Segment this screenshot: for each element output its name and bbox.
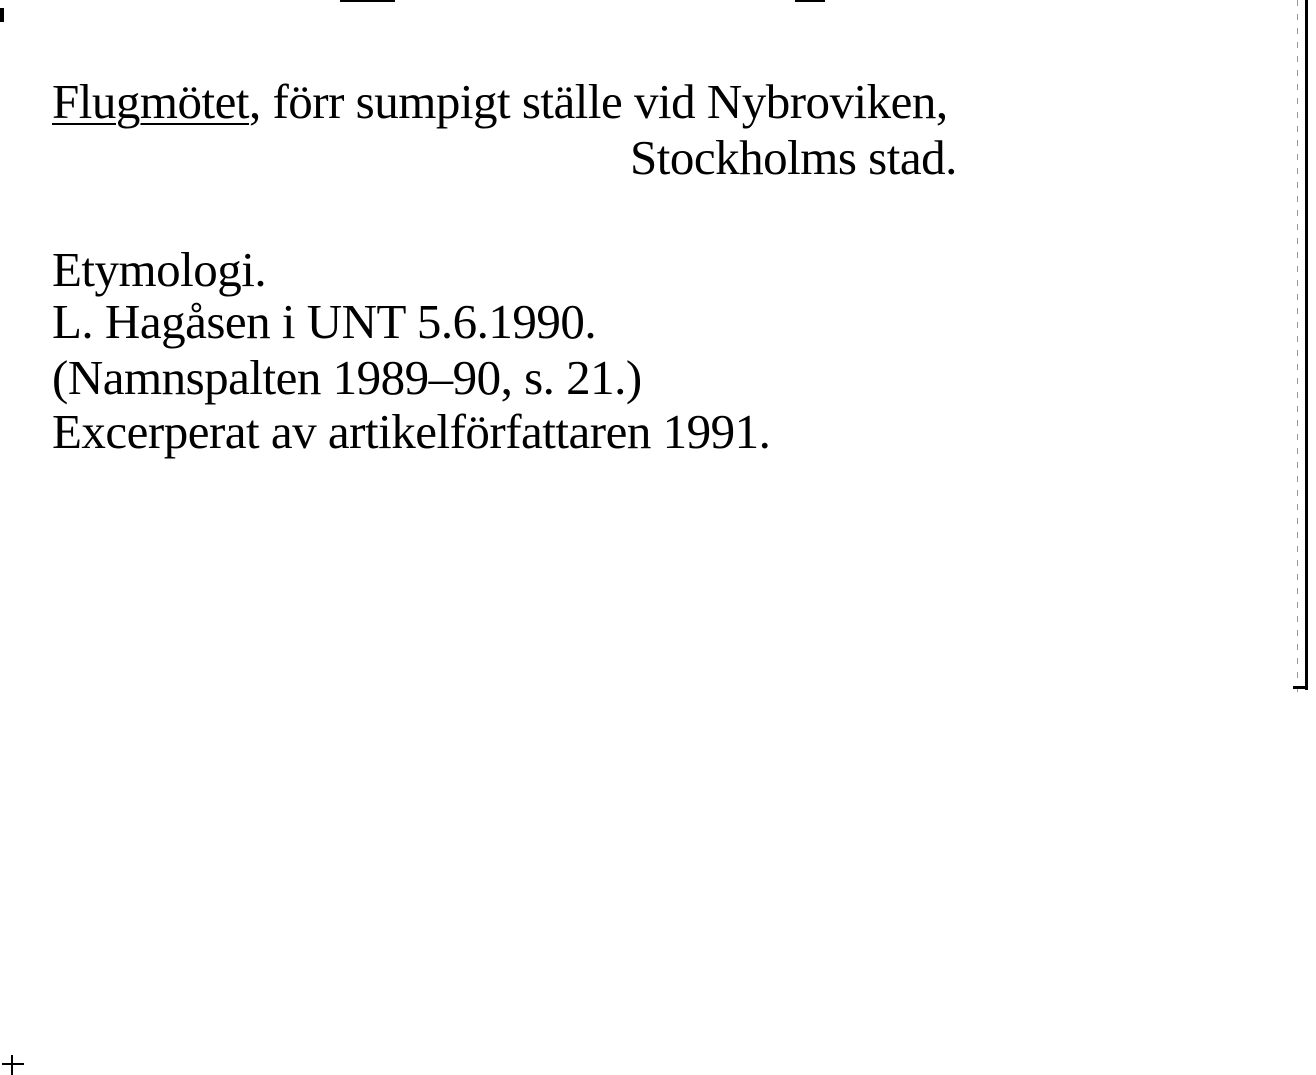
scan-right-edge-tick: [1293, 686, 1308, 689]
excerpt-note: Excerperat av artikelförfattaren 1991.: [52, 404, 771, 459]
location-line: Stockholms stad.: [630, 130, 957, 185]
scan-right-edge: [1305, 0, 1308, 690]
scan-top-mark: [340, 0, 395, 2]
scan-crop-cross: [11, 1055, 13, 1075]
source-reference: L. Hagåsen i UNT 5.6.1990.: [52, 294, 597, 349]
publication-reference: (Namnspalten 1989–90, s. 21.): [52, 350, 642, 405]
definition-text: , förr sumpigt ställe vid Nybroviken,: [248, 74, 948, 129]
scan-corner-mark: [0, 8, 4, 22]
headword-line: [52, 74, 948, 130]
scan-crop-cross: [2, 1063, 24, 1065]
scan-edge-faint: [1297, 0, 1298, 700]
scan-top-mark: [795, 0, 825, 2]
etymology-heading: Etymologi.: [52, 242, 267, 297]
headword: Flugmötet: [52, 74, 249, 129]
